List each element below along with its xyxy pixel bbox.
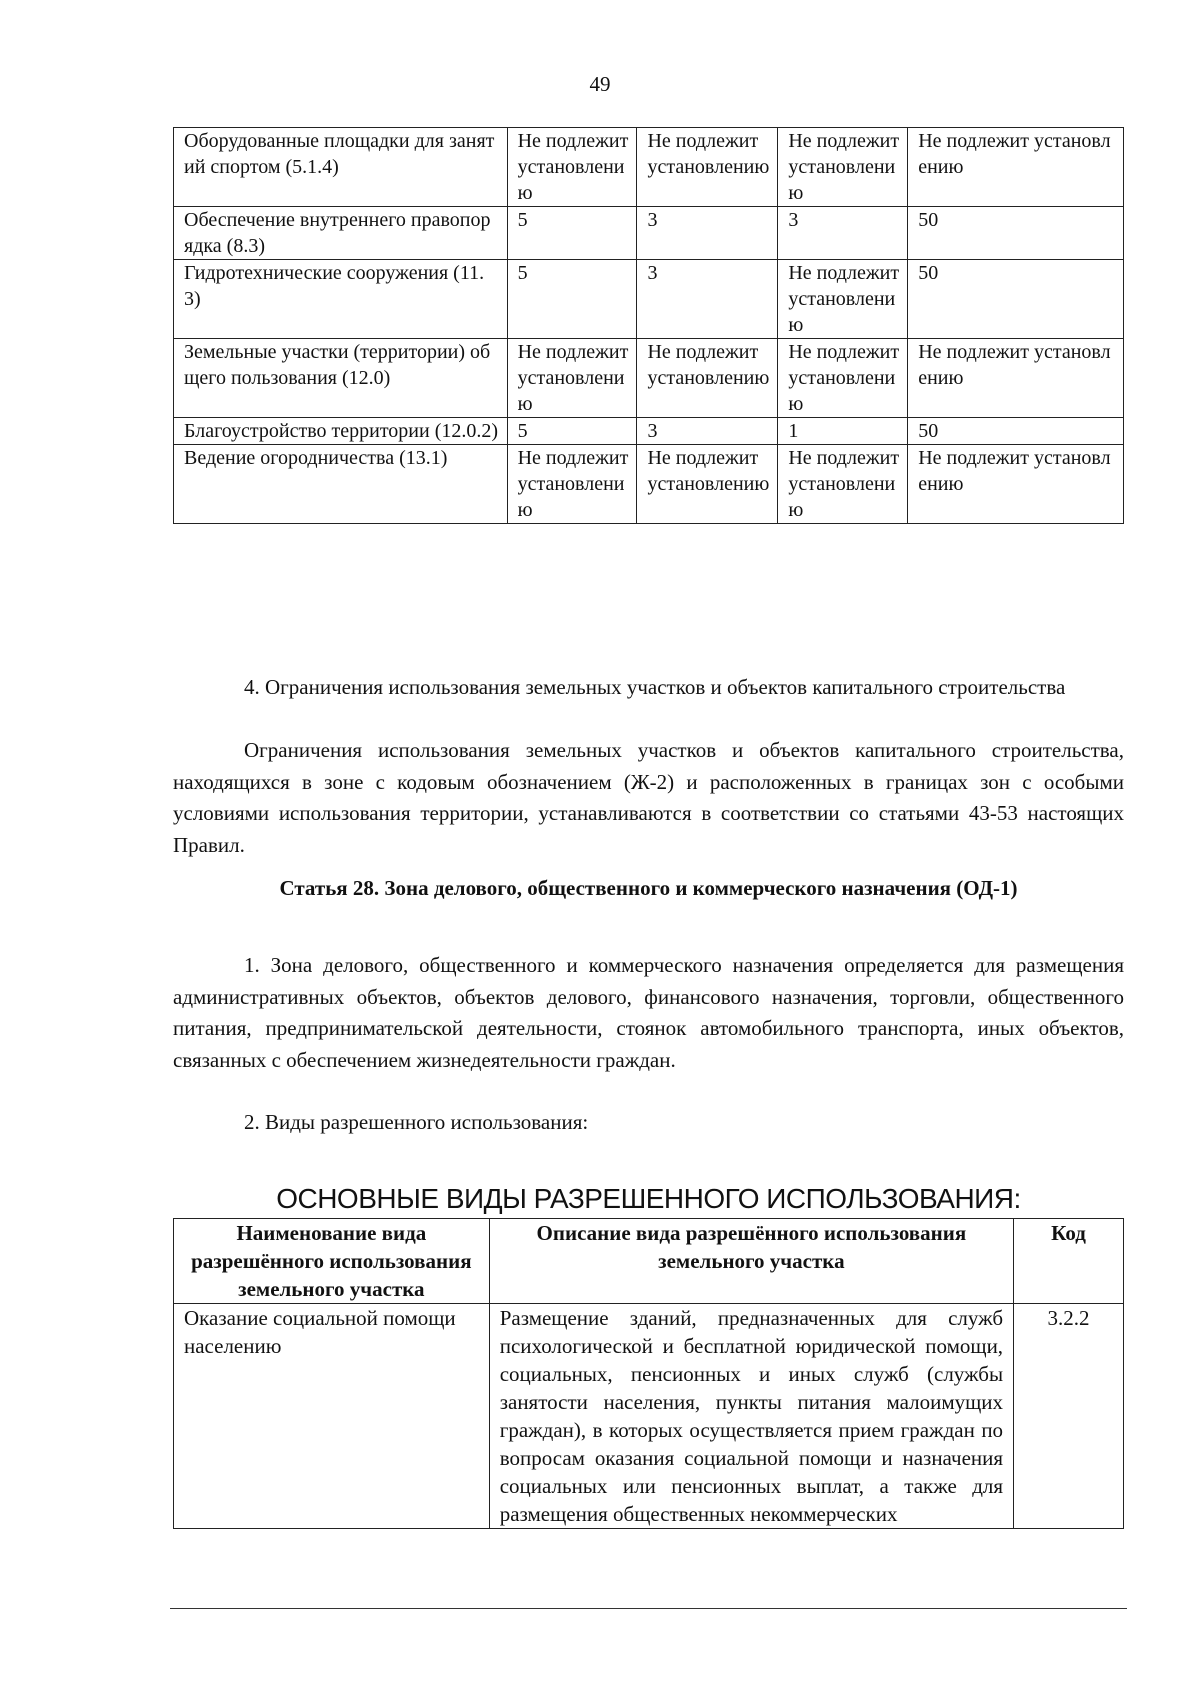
value-cell: 3: [637, 260, 778, 339]
table-row: [174, 1304, 1124, 1529]
table-row: [174, 418, 1124, 445]
use-name-cell: Оборудованные площадки для занятий спортом (5.1.4): [174, 128, 508, 207]
value-cell: 50: [908, 260, 1124, 339]
page-number: 49: [589, 72, 611, 96]
use-code-cell: 3.2.2: [1014, 1304, 1124, 1529]
value-cell: Не подлежит установлению: [778, 260, 908, 339]
value-cell: 50: [908, 207, 1124, 260]
table-row: [174, 339, 1124, 418]
restrictions-heading-paragraph: 4. Ограничения использования земельных участков и объектов капитального строительства: [244, 675, 1066, 699]
value-cell: Не подлежит установлению: [908, 128, 1124, 207]
table-row: [174, 260, 1124, 339]
column-header-code: Код: [1014, 1219, 1124, 1304]
value-cell: 5: [507, 207, 637, 260]
value-cell: 1: [778, 418, 908, 445]
permitted-uses-intro: 2. Виды разрешенного использования:: [244, 1110, 589, 1134]
use-name-cell: Ведение огородничества (13.1): [174, 445, 508, 524]
use-description-cell: Размещение зданий, предназначенных для служб психологической и бесплатной юридической помощи, социальных, пенсионных и иных служб (службы занятости населения, пункты питания малоимущих граждан), в которых осуществляется прием граждан по вопросам оказания социальной помощи и назначения социальных или пенсионных выплат, а также для размещения общественных некоммерческих: [489, 1304, 1013, 1529]
value-cell: Не подлежит установлению: [908, 339, 1124, 418]
value-cell: Не подлежит установлению: [778, 445, 908, 524]
value-cell: Не подлежит установлению: [637, 445, 778, 524]
zone-description-paragraph: 1. Зона делового, общественного и коммерческого назначения определяется для размещения административных объектов, объектов делового, финансового назначения, торговли, общественного питания, предпринимательской деятельности, стоянок автомобильного транспорта, иных объектов, связанных с обеспечением жизнедеятельности граждан.: [173, 953, 1124, 1072]
table-row: [174, 207, 1124, 260]
column-header-description: Описание вида разрешённого использования земельного участка: [489, 1219, 1013, 1304]
value-cell: Не подлежит установлению: [507, 128, 637, 207]
page-bottom-rule: [170, 1608, 1127, 1609]
value-cell: 5: [507, 260, 637, 339]
table-row: [174, 445, 1124, 524]
value-cell: 50: [908, 418, 1124, 445]
value-cell: 3: [637, 207, 778, 260]
value-cell: Не подлежит установлению: [908, 445, 1124, 524]
main-uses-title: ОСНОВНЫЕ ВИДЫ РАЗРЕШЕННОГО ИСПОЛЬЗОВАНИЯ:: [276, 1183, 1021, 1214]
value-cell: 3: [637, 418, 778, 445]
value-cell: Не подлежит установлению: [637, 128, 778, 207]
use-name-cell: Гидротехнические сооружения (11.3): [174, 260, 508, 339]
value-cell: Не подлежит установлению: [637, 339, 778, 418]
table-row: [174, 128, 1124, 207]
column-header-name: Наименование вида разрешённого использования земельного участка: [174, 1219, 490, 1304]
value-cell: Не подлежит установлению: [507, 339, 637, 418]
table-header-row: [174, 1219, 1124, 1304]
value-cell: Не подлежит установлению: [778, 128, 908, 207]
value-cell: Не подлежит установлению: [778, 339, 908, 418]
article-heading: Статья 28. Зона делового, общественного и коммерческого назначения (ОД-1): [279, 876, 1018, 900]
use-name-cell: Благоустройство территории (12.0.2): [174, 418, 508, 445]
main-uses-table: [173, 1218, 1124, 1529]
restrictions-paragraph: Ограничения использования земельных участков и объектов капитального строительства, находящихся в зоне с кодовым обозначением (Ж-2) и расположенных в границах зон с особыми условиями использования территории, устанавливаются в соответствии со статьями 43-53 настоящих Правил.: [173, 738, 1124, 857]
use-name-cell: Обеспечение внутреннего правопорядка (8.3): [174, 207, 508, 260]
setback-parameters-table: [173, 127, 1124, 524]
value-cell: Не подлежит установлению: [507, 445, 637, 524]
use-name-cell: Земельные участки (территории) общего пользования (12.0): [174, 339, 508, 418]
value-cell: 3: [778, 207, 908, 260]
use-name-cell: Оказание социальной помощи населению: [174, 1304, 490, 1529]
value-cell: 5: [507, 418, 637, 445]
